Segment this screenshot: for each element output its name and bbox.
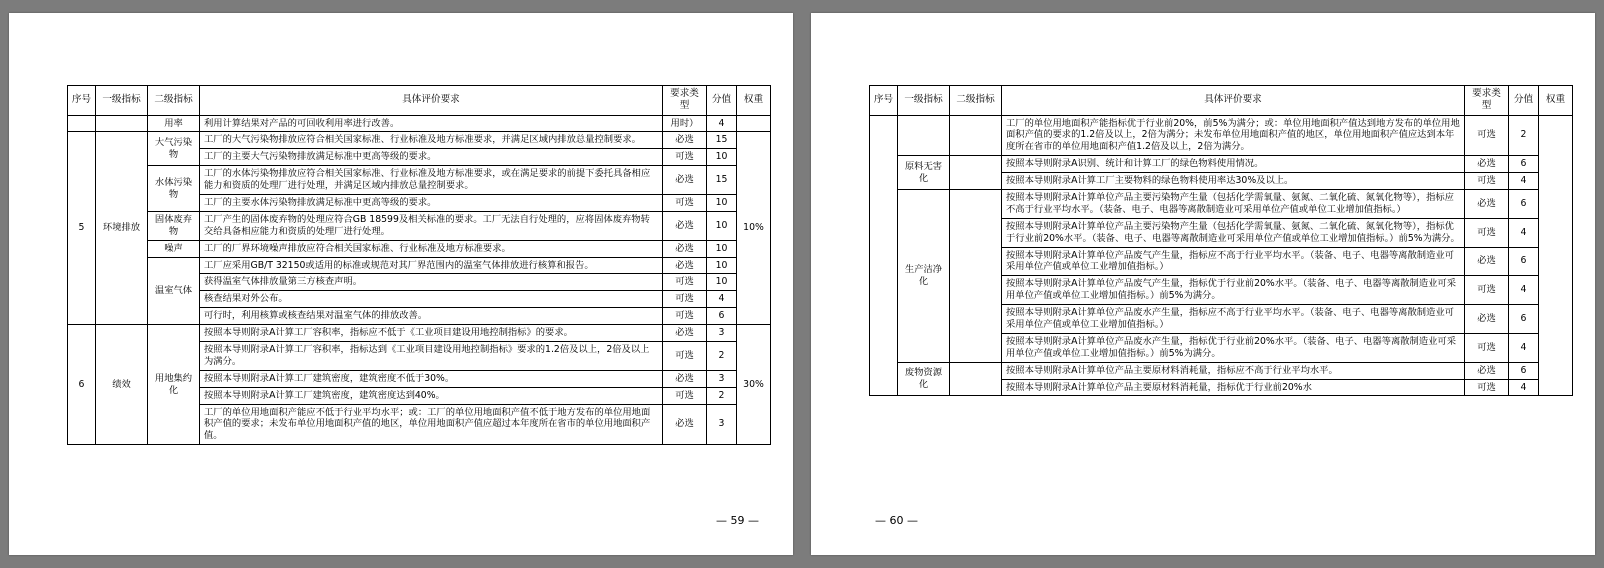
cell-type: 可选 [663, 342, 707, 371]
col-header-type: 要求类型 [663, 86, 707, 116]
col-header-type: 要求类型 [1465, 86, 1509, 116]
cell-score: 6 [1509, 189, 1539, 218]
cell-score: 10 [707, 257, 737, 274]
cell-desc: 获得温室气体排放量第三方核查声明。 [200, 274, 663, 291]
cell-score: 4 [707, 115, 737, 132]
table-header-row [68, 86, 771, 116]
cell-desc: 工厂的厂界环境噪声排放应符合相关国家标准、行业标准及地方标准要求。 [200, 240, 663, 257]
table-row [68, 115, 771, 132]
cell-type: 必选 [1465, 189, 1509, 218]
cell-desc: 按照本导则附录A计算工厂容积率，指标达到《工业项目建设用地控制指标》要求的1.2倍及以上，2倍及以上为满分。 [200, 342, 663, 371]
cell-weight [1539, 115, 1573, 396]
cell-score: 6 [1509, 247, 1539, 276]
cell-l1: 绩效 [96, 325, 148, 445]
col-header-score: 分值 [707, 86, 737, 116]
cell-desc: 按照本导则附录A计算单位产品主要原材料消耗量，指标优于行业前20%水 [1002, 379, 1465, 396]
cell-desc: 按照本导则附录A计算单位产品主要原材料消耗量，指标应不高于行业平均水平。 [1002, 362, 1465, 379]
cell-l2 [950, 362, 1002, 396]
cell-l2: 大气污染物 [148, 132, 200, 166]
cell-type: 用时） [663, 115, 707, 132]
col-header-l2: 二级指标 [950, 86, 1002, 116]
col-header-no: 序号 [68, 86, 96, 116]
cell-desc: 按照本导则附录A计算工厂建筑密度，建筑密度达到40%。 [200, 387, 663, 404]
table-body-page-59 [68, 115, 771, 445]
cell-desc: 按照本导则附录A计算单位产品废气产生量，指标应不高于行业平均水平。（装备、电子、电器等离散制造业可采用单位产值或单位工业增加值指标。） [1002, 247, 1465, 276]
cell-score: 4 [1509, 276, 1539, 305]
cell-desc: 利用计算结果对产品的可回收利用率进行改善。 [200, 115, 663, 132]
cell-desc: 按照本导则附录A计算工厂主要物料的绿色物料使用率达30%及以上。 [1002, 173, 1465, 190]
cell-score: 15 [707, 132, 737, 149]
cell-l2: 固体废弃物 [148, 211, 200, 240]
cell-score: 4 [1509, 218, 1539, 247]
cell-type: 必选 [663, 240, 707, 257]
col-header-l1: 一级指标 [96, 86, 148, 116]
cell-type: 可选 [1465, 379, 1509, 396]
cell-l2: 噪声 [148, 240, 200, 257]
page-60 [811, 13, 1595, 555]
table-row [68, 211, 771, 240]
cell-type: 必选 [663, 370, 707, 387]
cell-no: 5 [68, 132, 96, 325]
cell-desc: 按照本导则附录A计算工厂容积率，指标应不低于《工业项目建设用地控制指标》的要求。 [200, 325, 663, 342]
table-row [68, 166, 771, 195]
cell-weight [737, 115, 771, 132]
cell-desc: 工厂应采用GB/T 32150或适用的标准或规范对其厂界范围内的温室气体排放进行核算和报告。 [200, 257, 663, 274]
cell-type: 可选 [663, 274, 707, 291]
cell-desc: 工厂的水体污染物排放应符合相关国家标准、行业标准及地方标准要求，或在满足要求的前提下委托具备相应能力和资质的处理厂进行处理，并满足区域内排放总量控制要求。 [200, 166, 663, 195]
cell-l2: 用地集约化 [148, 325, 200, 445]
table-body-page-60 [870, 115, 1573, 396]
cell-desc: 工厂的主要水体污染物排放满足标准中更高等级的要求。 [200, 194, 663, 211]
table-row [870, 156, 1573, 173]
cell-type: 可选 [1465, 276, 1509, 305]
cell-l1 [898, 115, 950, 156]
cell-type: 可选 [663, 387, 707, 404]
cell-type: 必选 [1465, 305, 1509, 334]
cell-type: 必选 [663, 257, 707, 274]
cell-l2 [950, 189, 1002, 362]
page-number-60: — 60 — [875, 514, 918, 527]
cell-type: 必选 [663, 404, 707, 445]
cell-type: 必选 [663, 132, 707, 149]
cell-desc: 核查结果对外公布。 [200, 291, 663, 308]
cell-type: 可选 [663, 291, 707, 308]
cell-l2 [950, 156, 1002, 190]
cell-l2: 水体污染物 [148, 166, 200, 212]
cell-desc: 工厂的单位用地面积产能指标优于行业前20%，前5%为满分；或：单位用地面积产值达到地方发布的单位用地面积产值的要求的1.2倍及以上，2倍为满分；未发布单位用地面积产值的地区，单位用地面积产值应达到本年度所在省市的单位用地面积产值1.2倍及以上，2倍为满分。 [1002, 115, 1465, 156]
cell-l2 [950, 115, 1002, 156]
cell-score: 3 [707, 370, 737, 387]
cell-l1: 原料无害化 [898, 156, 950, 190]
table-row [68, 240, 771, 257]
cell-score: 4 [707, 291, 737, 308]
cell-type: 必选 [663, 211, 707, 240]
cell-desc: 按照本导则附录A计算单位产品主要污染物产生量（包括化学需氧量、氨氮、二氧化硫、氮氧化物等），指标应不高于行业平均水平。（装备、电子、电器等离散制造业可采用单位产值或单位工业增加值指标。） [1002, 189, 1465, 218]
cell-desc: 按照本导则附录A计算工厂建筑密度，建筑密度不低于30%。 [200, 370, 663, 387]
col-header-weight: 权重 [737, 86, 771, 116]
table-row [870, 115, 1573, 156]
col-header-l2: 二级指标 [148, 86, 200, 116]
cell-l1: 生产洁净化 [898, 189, 950, 362]
cell-type: 可选 [1465, 115, 1509, 156]
cell-l2: 用率 [148, 115, 200, 132]
table-row [68, 325, 771, 342]
cell-score: 3 [707, 325, 737, 342]
cell-desc: 按照本导则附录A计算单位产品主要污染物产生量（包括化学需氧量、氨氮、二氧化硫、氮氧化物等），指标优于行业前20%水平。（装备、电子、电器等离散制造业可采用单位产值或单位工业增加值指标。）前5%为满分。 [1002, 218, 1465, 247]
cell-l1: 环境排放 [96, 132, 148, 325]
cell-score: 4 [1509, 173, 1539, 190]
cell-score: 4 [1509, 333, 1539, 362]
cell-score: 10 [707, 194, 737, 211]
cell-desc: 工厂的大气污染物排放应符合相关国家标准、行业标准及地方标准要求，并满足区域内排放总量控制要求。 [200, 132, 663, 149]
cell-type: 可选 [663, 308, 707, 325]
cell-type: 必选 [1465, 362, 1509, 379]
cell-weight: 10% [737, 132, 771, 325]
cell-desc: 按照本导则附录A识别、统计和计算工厂的绿色物料使用情况。 [1002, 156, 1465, 173]
cell-type: 必选 [663, 166, 707, 195]
cell-desc: 工厂的单位用地面积产能应不低于行业平均水平；或：工厂的单位用地面积产值不低于地方发布的单位用地面积产值的要求；未发布单位用地面积产值的地区，单位用地面积产值应超过本年度所在省市的单位用地面积产值。 [200, 404, 663, 445]
table-row [870, 189, 1573, 218]
cell-score: 15 [707, 166, 737, 195]
cell-score: 2 [1509, 115, 1539, 156]
cell-no [870, 115, 898, 396]
col-header-l1: 一级指标 [898, 86, 950, 116]
cell-desc: 按照本导则附录A计算单位产品废水产生量，指标应不高于行业平均水平。（装备、电子、电器等离散制造业可采用单位产值或单位工业增加值指标。） [1002, 305, 1465, 334]
cell-desc: 按照本导则附录A计算单位产品废气产生量，指标优于行业前20%水平。（装备、电子、电器等离散制造业可采用单位产值或单位工业增加值指标。）前5%为满分。 [1002, 276, 1465, 305]
cell-desc: 按照本导则附录A计算单位产品废水产生量，指标优于行业前20%水平。（装备、电子、电器等离散制造业可采用单位产值或单位工业增加值指标。）前5%为满分。 [1002, 333, 1465, 362]
col-header-weight: 权重 [1539, 86, 1573, 116]
cell-score: 10 [707, 211, 737, 240]
evaluation-table-page-59 [67, 85, 771, 445]
cell-type: 可选 [663, 149, 707, 166]
table-header-row [870, 86, 1573, 116]
cell-l2: 温室气体 [148, 257, 200, 325]
cell-score: 2 [707, 342, 737, 371]
cell-type: 必选 [1465, 247, 1509, 276]
cell-score: 4 [1509, 379, 1539, 396]
cell-score: 3 [707, 404, 737, 445]
cell-l1: 废物资源化 [898, 362, 950, 396]
cell-no [68, 115, 96, 132]
cell-type: 可选 [1465, 173, 1509, 190]
page-59-content [9, 13, 793, 445]
page-59 [9, 13, 793, 555]
cell-type: 可选 [1465, 218, 1509, 247]
cell-desc: 工厂的主要大气污染物排放满足标准中更高等级的要求。 [200, 149, 663, 166]
table-row [68, 132, 771, 149]
cell-score: 6 [707, 308, 737, 325]
evaluation-table-page-60 [869, 85, 1573, 396]
col-header-desc: 具体评价要求 [200, 86, 663, 116]
cell-score: 10 [707, 240, 737, 257]
cell-l1 [96, 115, 148, 132]
table-row [68, 257, 771, 274]
page-number-59: — 59 — [716, 514, 759, 527]
cell-score: 10 [707, 149, 737, 166]
cell-desc: 工厂产生的固体废弃物的处理应符合GB 18599及相关标准的要求。工厂无法自行处理的，应将固体废弃物转交给具备相应能力和资质的处理厂进行处理。 [200, 211, 663, 240]
cell-type: 必选 [663, 325, 707, 342]
cell-score: 2 [707, 387, 737, 404]
cell-no: 6 [68, 325, 96, 445]
col-header-no: 序号 [870, 86, 898, 116]
cell-score: 10 [707, 274, 737, 291]
cell-weight: 30% [737, 325, 771, 445]
col-header-desc: 具体评价要求 [1002, 86, 1465, 116]
col-header-score: 分值 [1509, 86, 1539, 116]
cell-score: 6 [1509, 305, 1539, 334]
cell-type: 可选 [1465, 333, 1509, 362]
cell-desc: 可行时，利用核算或核查结果对温室气体的排放改善。 [200, 308, 663, 325]
table-row [870, 362, 1573, 379]
cell-score: 6 [1509, 362, 1539, 379]
cell-score: 6 [1509, 156, 1539, 173]
page-60-content [811, 13, 1595, 396]
cell-type: 可选 [663, 194, 707, 211]
cell-type: 必选 [1465, 156, 1509, 173]
